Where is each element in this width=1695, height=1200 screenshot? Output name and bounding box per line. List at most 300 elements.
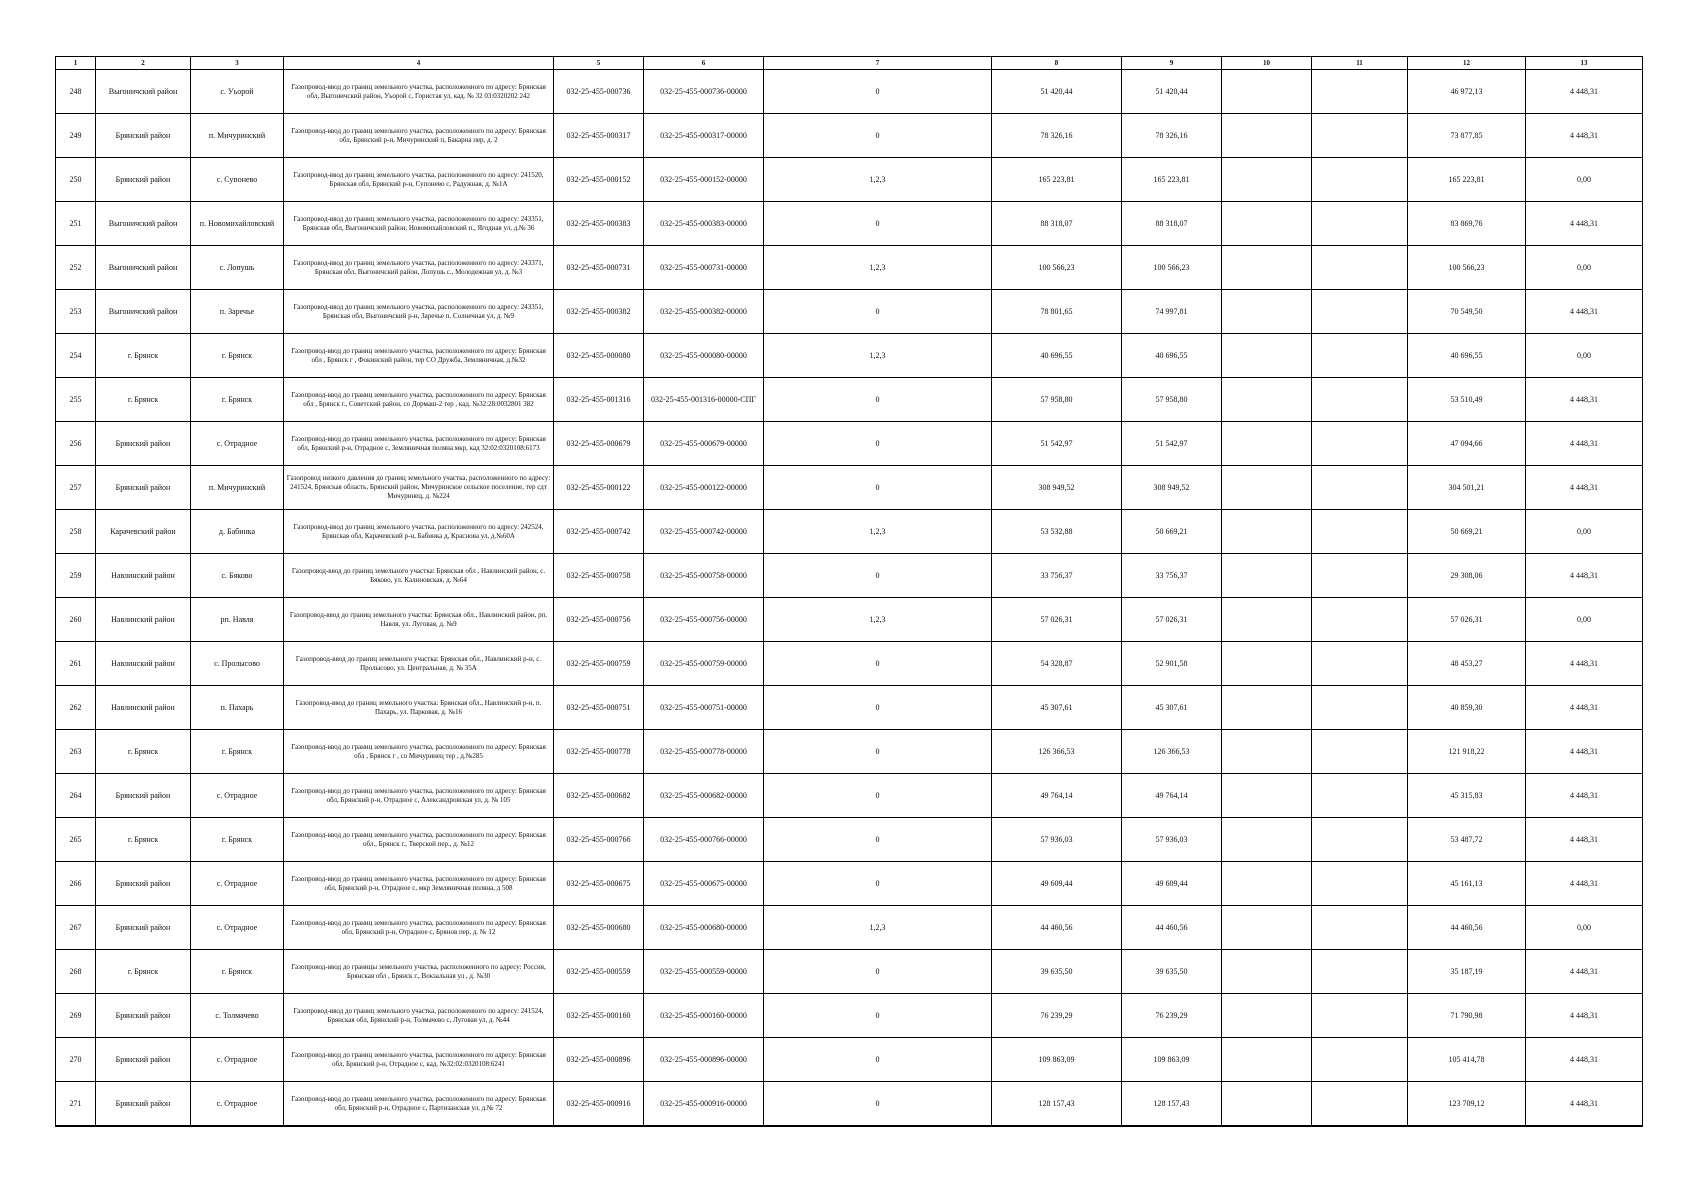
full-code-cell: 032-25-455-000778-00000 — [644, 730, 764, 774]
settlement-cell: с. Толмачево — [191, 994, 284, 1038]
address-cell: Газопровод-ввод до границ земельного участка: Брянская обл., Навлинский р-н, п. Пахарь, ул. Парковая, д. №16 — [284, 686, 554, 730]
category-cell: 0 — [764, 378, 992, 422]
amount-net-cell: 100 566,23 — [1408, 246, 1526, 290]
amount-cell: 53 532,88 — [992, 510, 1122, 554]
col-header-9: 9 — [1122, 57, 1222, 70]
address-cell: Газопровод-ввод до границ земельного участка, расположенного по адресу: 243371, Брянская обл, Выгоничский район, Лопушь с., Молодежная ул, д. №3 — [284, 246, 554, 290]
row-number-cell: 253 — [56, 290, 96, 334]
col-header-12: 12 — [1408, 57, 1526, 70]
col10-cell — [1222, 290, 1312, 334]
category-cell: 0 — [764, 1038, 992, 1082]
amount-net-cell: 40 859,30 — [1408, 686, 1526, 730]
header-row — [56, 57, 1643, 70]
row-number-cell: 266 — [56, 862, 96, 906]
settlement-cell: д. Бабинка — [191, 510, 284, 554]
settlement-cell: г. Брянск — [191, 950, 284, 994]
row-number-cell: 258 — [56, 510, 96, 554]
full-code-cell: 032-25-455-000736-00000 — [644, 70, 764, 114]
amount-total-cell: 45 307,61 — [1122, 686, 1222, 730]
amount-total-cell: 76 239,29 — [1122, 994, 1222, 1038]
amount-cell: 78 326,16 — [992, 114, 1122, 158]
settlement-cell: с. Лопушь — [191, 246, 284, 290]
code-cell: 032-25-455-000675 — [554, 862, 644, 906]
district-cell: Брянский район — [96, 774, 191, 818]
settlement-cell: п. Пахарь — [191, 686, 284, 730]
fee-cell: 0,00 — [1526, 906, 1643, 950]
col10-cell — [1222, 818, 1312, 862]
col10-cell — [1222, 642, 1312, 686]
full-code-cell: 032-25-455-000682-00000 — [644, 774, 764, 818]
fee-cell: 0,00 — [1526, 510, 1643, 554]
code-cell: 032-25-455-000759 — [554, 642, 644, 686]
col-header-13: 13 — [1526, 57, 1643, 70]
col11-cell — [1312, 334, 1408, 378]
code-cell: 032-25-455-000680 — [554, 906, 644, 950]
district-cell: Навлинский район — [96, 554, 191, 598]
district-cell: Брянский район — [96, 1082, 191, 1127]
table-row — [56, 862, 1643, 906]
fee-cell: 0,00 — [1526, 598, 1643, 642]
row-number-cell: 269 — [56, 994, 96, 1038]
code-cell: 032-25-455-000756 — [554, 598, 644, 642]
col10-cell — [1222, 950, 1312, 994]
row-number-cell: 255 — [56, 378, 96, 422]
address-cell: Газопровод-ввод до границы земельного участка, расположенного по адресу: Россия, Брянская обл , Брянск г., Вокзальная ул , д. №30 — [284, 950, 554, 994]
col10-cell — [1222, 202, 1312, 246]
amount-total-cell: 165 223,81 — [1122, 158, 1222, 202]
address-cell: Газопровод-ввод до границ земельного участка, расположенного по адресу: Брянская обл, Выгоничский район, Уьорой с, Гористая ул, кад. № 32 03:0320202 242 — [284, 70, 554, 114]
settlement-cell: с. Отрадное — [191, 422, 284, 466]
amount-total-cell: 88 318,07 — [1122, 202, 1222, 246]
settlement-cell: с. Уьорой — [191, 70, 284, 114]
address-cell: Газопровод-ввод до границ земельного участка, расположенного по адресу: Брянская обл., Брянск г., Тверской пер., д. №12 — [284, 818, 554, 862]
col-header-10: 10 — [1222, 57, 1312, 70]
district-cell: Брянский район — [96, 862, 191, 906]
row-number-cell: 263 — [56, 730, 96, 774]
amount-net-cell: 44 460,56 — [1408, 906, 1526, 950]
table-row — [56, 906, 1643, 950]
col10-cell — [1222, 334, 1312, 378]
table-row — [56, 686, 1643, 730]
row-number-cell: 270 — [56, 1038, 96, 1082]
col10-cell — [1222, 554, 1312, 598]
amount-total-cell: 57 958,80 — [1122, 378, 1222, 422]
address-cell: Газопровод-ввод до границ земельного участка, расположенного по адресу: 241520, Брянская обл, Брянский р-н, Супонево с, Радужная, д. №1А — [284, 158, 554, 202]
table-row — [56, 290, 1643, 334]
fee-cell: 4 448,31 — [1526, 466, 1643, 510]
col10-cell — [1222, 158, 1312, 202]
amount-total-cell: 109 863,09 — [1122, 1038, 1222, 1082]
table-body — [56, 70, 1643, 1127]
district-cell: Брянский район — [96, 114, 191, 158]
data-table — [55, 56, 1643, 1127]
district-cell: г. Брянск — [96, 818, 191, 862]
col-header-3: 3 — [191, 57, 284, 70]
col-header-5: 5 — [554, 57, 644, 70]
address-cell: Газопровод-ввод до границ земельного участка, расположенного по адресу: Брянская обл , Брянск г , Фокинский район, тер СО Дружба, Земляничная, д.№32 — [284, 334, 554, 378]
table-row — [56, 422, 1643, 466]
amount-total-cell: 50 669,21 — [1122, 510, 1222, 554]
table-row — [56, 642, 1643, 686]
col-header-11: 11 — [1312, 57, 1408, 70]
amount-total-cell: 100 566,23 — [1122, 246, 1222, 290]
full-code-cell: 032-25-455-000759-00000 — [644, 642, 764, 686]
category-cell: 1,2,3 — [764, 334, 992, 378]
col11-cell — [1312, 290, 1408, 334]
code-cell: 032-25-455-000122 — [554, 466, 644, 510]
address-cell: Газопровод-ввод до границ земельного участка: Брянская обл., Навлинский р-н, с. Пролысово, ул. Центральная, д. № 35А — [284, 642, 554, 686]
settlement-cell: п. Мичуринский — [191, 114, 284, 158]
district-cell: Выгоничский район — [96, 70, 191, 114]
table-row — [56, 378, 1643, 422]
amount-net-cell: 53 487,72 — [1408, 818, 1526, 862]
code-cell: 032-25-455-000766 — [554, 818, 644, 862]
category-cell: 0 — [764, 950, 992, 994]
table-row — [56, 114, 1643, 158]
address-cell: Газопровод-ввод до границ земельного участка, расположенного по адресу: Брянская обл, Брянский р-н, Отрадное с, мкр Земляничная поляна, д 508 — [284, 862, 554, 906]
code-cell: 032-25-455-000382 — [554, 290, 644, 334]
full-code-cell: 032-25-455-000383-00000 — [644, 202, 764, 246]
col10-cell — [1222, 906, 1312, 950]
code-cell: 032-25-455-000758 — [554, 554, 644, 598]
code-cell: 032-25-455-000383 — [554, 202, 644, 246]
fee-cell: 4 448,31 — [1526, 730, 1643, 774]
row-number-cell: 257 — [56, 466, 96, 510]
full-code-cell: 032-25-455-000317-00000 — [644, 114, 764, 158]
col11-cell — [1312, 906, 1408, 950]
settlement-cell: г. Брянск — [191, 334, 284, 378]
full-code-cell: 032-25-455-000758-00000 — [644, 554, 764, 598]
fee-cell: 0,00 — [1526, 334, 1643, 378]
full-code-cell: 032-25-455-001316-00000-СПГ — [644, 378, 764, 422]
amount-total-cell: 51 420,44 — [1122, 70, 1222, 114]
col10-cell — [1222, 686, 1312, 730]
table-row — [56, 554, 1643, 598]
fee-cell: 4 448,31 — [1526, 686, 1643, 730]
table-row — [56, 466, 1643, 510]
row-number-cell: 252 — [56, 246, 96, 290]
address-cell: Газопровод-ввод до границ земельного участка, расположенного по адресу: 242524, Брянская обл, Карачевский р-н, Бабинка д, Краснова ул, д.№60А — [284, 510, 554, 554]
district-cell: Навлинский район — [96, 598, 191, 642]
code-cell: 032-25-455-000160 — [554, 994, 644, 1038]
row-number-cell: 248 — [56, 70, 96, 114]
fee-cell: 0,00 — [1526, 246, 1643, 290]
address-cell: Газопровод-ввод до границ земельного участка, расположенного по адресу: Брянская обл, Брянский р-н, Отрадное с, Партизанская ул, д.№ 72 — [284, 1082, 554, 1127]
col10-cell — [1222, 730, 1312, 774]
amount-net-cell: 121 918,22 — [1408, 730, 1526, 774]
col10-cell — [1222, 1082, 1312, 1127]
amount-cell: 44 460,56 — [992, 906, 1122, 950]
col11-cell — [1312, 862, 1408, 906]
amount-total-cell: 128 157,43 — [1122, 1082, 1222, 1127]
col10-cell — [1222, 466, 1312, 510]
settlement-cell: с. Бяково — [191, 554, 284, 598]
table-row — [56, 1082, 1643, 1127]
address-cell: Газопровод-ввод до границ земельного участка, расположенного по адресу: Брянская обл, Брянский р-н, Мичуринский п, Бакарна пер, д. 2 — [284, 114, 554, 158]
row-number-cell: 262 — [56, 686, 96, 730]
amount-cell: 76 239,29 — [992, 994, 1122, 1038]
amount-cell: 128 157,43 — [992, 1082, 1122, 1127]
col11-cell — [1312, 598, 1408, 642]
col-header-6: 6 — [644, 57, 764, 70]
address-cell: Газопровод-ввод до границ земельного участка, расположенного по адресу: Брянская обл, Брянский р-н, Отрадное с, Брянов пер, д. № 12 — [284, 906, 554, 950]
col10-cell — [1222, 422, 1312, 466]
settlement-cell: п. Мичуринский — [191, 466, 284, 510]
address-cell: Газопровод низкого давления до границ земельного участка, расположенного по адресу: 241524, Брянская область, Брянский район, Мичуринское сельское поселение, тер сдт Мичуринец, д. №224 — [284, 466, 554, 510]
category-cell: 0 — [764, 422, 992, 466]
col10-cell — [1222, 246, 1312, 290]
category-cell: 0 — [764, 202, 992, 246]
amount-cell: 39 635,50 — [992, 950, 1122, 994]
table-row — [56, 950, 1643, 994]
amount-total-cell: 44 460,56 — [1122, 906, 1222, 950]
amount-total-cell: 57 936,03 — [1122, 818, 1222, 862]
full-code-cell: 032-25-455-000756-00000 — [644, 598, 764, 642]
amount-cell: 49 764,14 — [992, 774, 1122, 818]
amount-net-cell: 57 026,31 — [1408, 598, 1526, 642]
amount-net-cell: 40 696,55 — [1408, 334, 1526, 378]
table-row — [56, 70, 1643, 114]
col11-cell — [1312, 510, 1408, 554]
address-cell: Газопровод-ввод до границ земельного участка, расположенного по адресу: Брянская обл, Брянский р-н, Отрадное с, кад. №32:02:0320108:6241 — [284, 1038, 554, 1082]
district-cell: г. Брянск — [96, 730, 191, 774]
settlement-cell: п. Новомихайловский — [191, 202, 284, 246]
settlement-cell: с. Пролысово — [191, 642, 284, 686]
address-cell: Газопровод-ввод до границ земельного участка: Брянская обл., Навлинский район, рп. Навля, ул. Луговая, д. №9 — [284, 598, 554, 642]
table-row — [56, 510, 1643, 554]
code-cell: 032-25-455-000778 — [554, 730, 644, 774]
fee-cell: 4 448,31 — [1526, 554, 1643, 598]
fee-cell: 4 448,31 — [1526, 950, 1643, 994]
col10-cell — [1222, 774, 1312, 818]
fee-cell: 4 448,31 — [1526, 70, 1643, 114]
amount-net-cell: 70 549,50 — [1408, 290, 1526, 334]
col10-cell — [1222, 598, 1312, 642]
full-code-cell: 032-25-455-000742-00000 — [644, 510, 764, 554]
district-cell: Брянский район — [96, 994, 191, 1038]
row-number-cell: 250 — [56, 158, 96, 202]
amount-cell: 57 958,80 — [992, 378, 1122, 422]
district-cell: г. Брянск — [96, 950, 191, 994]
amount-cell: 126 366,53 — [992, 730, 1122, 774]
row-number-cell: 254 — [56, 334, 96, 378]
table-row — [56, 246, 1643, 290]
code-cell: 032-25-455-000682 — [554, 774, 644, 818]
code-cell: 032-25-455-000896 — [554, 1038, 644, 1082]
category-cell: 1,2,3 — [764, 906, 992, 950]
address-cell: Газопровод-ввод до границ земельного участка, расположенного по адресу: 241524, Брянская обл, Брянский р-н, Толмачево с, Луговая ул, д. №44 — [284, 994, 554, 1038]
amount-cell: 165 223,81 — [992, 158, 1122, 202]
address-cell: Газопровод-ввод до границ земельного участка, расположенного по адресу: 243351, Брянская обл, Выгоничский район, Новомихайловский п., Ягодная ул, д.№ 36 — [284, 202, 554, 246]
amount-total-cell: 52 901,58 — [1122, 642, 1222, 686]
category-cell: 0 — [764, 862, 992, 906]
amount-cell: 78 801,65 — [992, 290, 1122, 334]
category-cell: 1,2,3 — [764, 598, 992, 642]
district-cell: Выгоничский район — [96, 202, 191, 246]
table-row — [56, 334, 1643, 378]
district-cell: Брянский район — [96, 466, 191, 510]
category-cell: 0 — [764, 466, 992, 510]
fee-cell: 4 448,31 — [1526, 114, 1643, 158]
fee-cell: 4 448,31 — [1526, 994, 1643, 1038]
fee-cell: 4 448,31 — [1526, 642, 1643, 686]
category-cell: 0 — [764, 774, 992, 818]
amount-total-cell: 78 326,16 — [1122, 114, 1222, 158]
fee-cell: 4 448,31 — [1526, 818, 1643, 862]
code-cell: 032-25-455-000317 — [554, 114, 644, 158]
col-header-1: 1 — [56, 57, 96, 70]
settlement-cell: с. Отрадное — [191, 1038, 284, 1082]
district-cell: Выгоничский район — [96, 246, 191, 290]
settlement-cell: п. Заречье — [191, 290, 284, 334]
code-cell: 032-25-455-000916 — [554, 1082, 644, 1127]
address-cell: Газопровод-ввод до границ земельного участка, расположенного по адресу: 243351, Брянская обл, Выгоничский р-н, Заречье п. Солнечная ул, д. №9 — [284, 290, 554, 334]
amount-total-cell: 49 609,44 — [1122, 862, 1222, 906]
category-cell: 0 — [764, 818, 992, 862]
col11-cell — [1312, 554, 1408, 598]
settlement-cell: с. Отрадное — [191, 1082, 284, 1127]
amount-net-cell: 35 187,19 — [1408, 950, 1526, 994]
settlement-cell: г. Брянск — [191, 378, 284, 422]
fee-cell: 4 448,31 — [1526, 202, 1643, 246]
amount-net-cell: 73 877,85 — [1408, 114, 1526, 158]
col-header-4: 4 — [284, 57, 554, 70]
amount-cell: 100 566,23 — [992, 246, 1122, 290]
amount-net-cell: 304 501,21 — [1408, 466, 1526, 510]
full-code-cell: 032-25-455-000675-00000 — [644, 862, 764, 906]
settlement-cell: с. Отрадное — [191, 774, 284, 818]
code-cell: 032-25-455-000751 — [554, 686, 644, 730]
fee-cell: 4 448,31 — [1526, 1082, 1643, 1127]
col11-cell — [1312, 994, 1408, 1038]
row-number-cell: 259 — [56, 554, 96, 598]
settlement-cell: с. Отрадное — [191, 906, 284, 950]
table-row — [56, 774, 1643, 818]
amount-total-cell: 49 764,14 — [1122, 774, 1222, 818]
table-row — [56, 158, 1643, 202]
col11-cell — [1312, 1082, 1408, 1127]
address-cell: Газопровод-ввод до границ земельного участка, расположенного по адресу: Брянская обл, Брянский р-н, Отрадное с, Александровская ул, д. № 105 — [284, 774, 554, 818]
col10-cell — [1222, 510, 1312, 554]
table-header — [56, 57, 1643, 70]
district-cell: Навлинский район — [96, 686, 191, 730]
category-cell: 0 — [764, 642, 992, 686]
amount-cell: 57 936,03 — [992, 818, 1122, 862]
category-cell: 1,2,3 — [764, 158, 992, 202]
col10-cell — [1222, 862, 1312, 906]
code-cell: 032-25-455-000742 — [554, 510, 644, 554]
col11-cell — [1312, 158, 1408, 202]
amount-net-cell: 46 972,13 — [1408, 70, 1526, 114]
amount-net-cell: 123 709,12 — [1408, 1082, 1526, 1127]
district-cell: Брянский район — [96, 906, 191, 950]
amount-net-cell: 50 669,21 — [1408, 510, 1526, 554]
address-cell: Газопровод-ввод до границ земельного участка, расположенного по адресу: Брянская обл, Брянский р-н, Отрадное с, Земляничная поляна мкр, кад 32:02:0320108:6173 — [284, 422, 554, 466]
amount-total-cell: 126 366,53 — [1122, 730, 1222, 774]
fee-cell: 4 448,31 — [1526, 378, 1643, 422]
col10-cell — [1222, 114, 1312, 158]
code-cell: 032-25-455-000559 — [554, 950, 644, 994]
category-cell: 0 — [764, 1082, 992, 1127]
full-code-cell: 032-25-455-000160-00000 — [644, 994, 764, 1038]
col11-cell — [1312, 70, 1408, 114]
district-cell: Выгоничский район — [96, 290, 191, 334]
category-cell: 0 — [764, 290, 992, 334]
row-number-cell: 267 — [56, 906, 96, 950]
full-code-cell: 032-25-455-000680-00000 — [644, 906, 764, 950]
category-cell: 0 — [764, 686, 992, 730]
row-number-cell: 265 — [56, 818, 96, 862]
full-code-cell: 032-25-455-000679-00000 — [644, 422, 764, 466]
table-row — [56, 1038, 1643, 1082]
amount-cell: 33 756,37 — [992, 554, 1122, 598]
category-cell: 0 — [764, 114, 992, 158]
amount-cell: 40 696,55 — [992, 334, 1122, 378]
category-cell: 0 — [764, 70, 992, 114]
category-cell: 0 — [764, 554, 992, 598]
col-header-7: 7 — [764, 57, 992, 70]
full-code-cell: 032-25-455-000766-00000 — [644, 818, 764, 862]
amount-cell: 88 318,07 — [992, 202, 1122, 246]
settlement-cell: г. Брянск — [191, 730, 284, 774]
settlement-cell: с. Супонево — [191, 158, 284, 202]
fee-cell: 4 448,31 — [1526, 290, 1643, 334]
table-row — [56, 730, 1643, 774]
district-cell: Карачевский район — [96, 510, 191, 554]
table-row — [56, 598, 1643, 642]
district-cell: г. Брянск — [96, 334, 191, 378]
amount-net-cell: 165 223,81 — [1408, 158, 1526, 202]
col11-cell — [1312, 818, 1408, 862]
amount-net-cell: 45 161,13 — [1408, 862, 1526, 906]
code-cell: 032-25-455-000152 — [554, 158, 644, 202]
col10-cell — [1222, 994, 1312, 1038]
col11-cell — [1312, 246, 1408, 290]
amount-net-cell: 29 308,06 — [1408, 554, 1526, 598]
settlement-cell: рп. Навля — [191, 598, 284, 642]
full-code-cell: 032-25-455-000080-00000 — [644, 334, 764, 378]
district-cell: г. Брянск — [96, 378, 191, 422]
col10-cell — [1222, 1038, 1312, 1082]
table-row — [56, 202, 1643, 246]
col11-cell — [1312, 730, 1408, 774]
district-cell: Навлинский район — [96, 642, 191, 686]
category-cell: 0 — [764, 994, 992, 1038]
col11-cell — [1312, 378, 1408, 422]
row-number-cell: 268 — [56, 950, 96, 994]
col-header-8: 8 — [992, 57, 1122, 70]
amount-total-cell: 51 542,97 — [1122, 422, 1222, 466]
amount-cell: 51 542,97 — [992, 422, 1122, 466]
row-number-cell: 264 — [56, 774, 96, 818]
col-header-2: 2 — [96, 57, 191, 70]
full-code-cell: 032-25-455-000751-00000 — [644, 686, 764, 730]
col11-cell — [1312, 686, 1408, 730]
full-code-cell: 032-25-455-000122-00000 — [644, 466, 764, 510]
code-cell: 032-25-455-000080 — [554, 334, 644, 378]
row-number-cell: 251 — [56, 202, 96, 246]
amount-net-cell: 45 315,83 — [1408, 774, 1526, 818]
amount-cell: 54 328,87 — [992, 642, 1122, 686]
amount-total-cell: 57 026,31 — [1122, 598, 1222, 642]
fee-cell: 4 448,31 — [1526, 862, 1643, 906]
district-cell: Брянский район — [96, 422, 191, 466]
amount-net-cell: 53 510,49 — [1408, 378, 1526, 422]
category-cell: 1,2,3 — [764, 510, 992, 554]
col11-cell — [1312, 1038, 1408, 1082]
fee-cell: 4 448,31 — [1526, 1038, 1643, 1082]
full-code-cell: 032-25-455-000916-00000 — [644, 1082, 764, 1127]
